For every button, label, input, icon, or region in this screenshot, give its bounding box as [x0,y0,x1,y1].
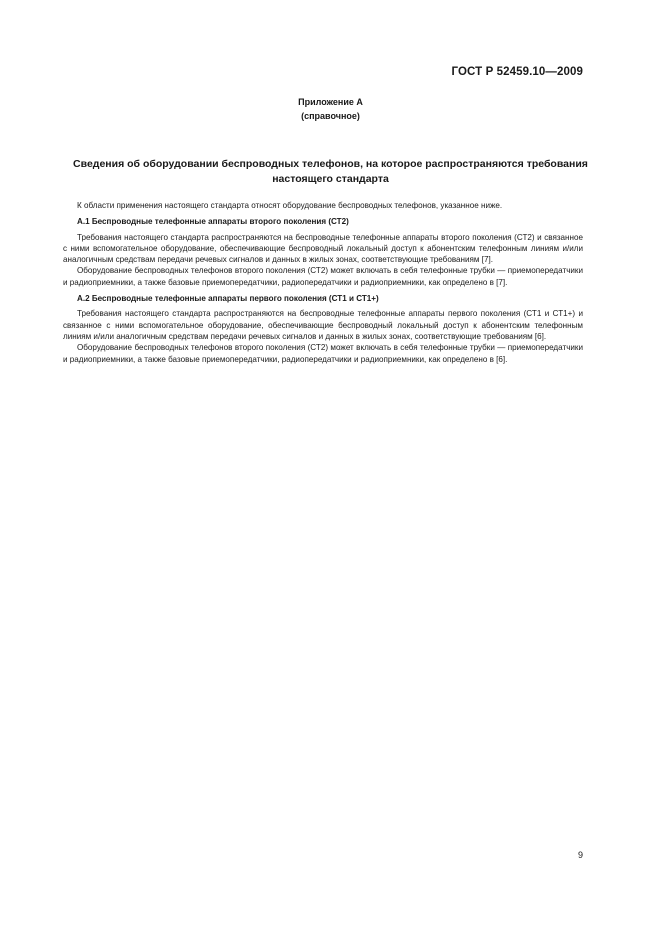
section-a2 [63,293,583,365]
annex-heading [0,95,661,123]
page-number: 9 [577,850,583,860]
section-paragraph: Оборудование беспроводных телефонов второго поколения (СТ2) может включать в себя телефонные трубки — приемопередатчики и радиоприемники, а также базовые приемопередатчики, радиопередатчики и радиоприемники, как определено в [6]. [63,343,583,364]
annex-type: (справочное) [301,111,360,121]
section-paragraph: Оборудование беспроводных телефонов второго поколения (СТ2) может включать в себя телефонные трубки — приемопередатчики и радиоприемники, а также базовые приемопередатчики, радиопередатчики и радиоприемники, как определено в [7]. [63,266,583,287]
annex-body [63,200,583,365]
annex-label: Приложение А [298,97,363,107]
intro-paragraph: К области применения настоящего стандарта относят оборудование беспроводных телефонов, указанное ниже. [77,201,503,210]
annex-title: Сведения об оборудовании беспроводных телефонов, на которое распространяются требования настоящего стандарта [73,158,588,185]
section-heading: А.2 Беспроводные телефонные аппараты первого поколения (СТ1 и СТ1+) [77,294,379,304]
section-paragraph: Требования настоящего стандарта распространяются на беспроводные телефонные аппараты второго поколения (СТ2) и связанное с ними вспомогательное оборудование, обеспечивающие беспроводный локальный доступ к абонентским телефонным линиям и/или аналогичным средствам передачи речевых сигналов и данных в жилых зонах, соответствующие требованиям [7]. [63,232,583,265]
standard-id-header: ГОСТ Р 52459.10—2009 [451,66,583,78]
section-paragraph: Требования настоящего стандарта распространяются на беспроводные телефонные аппараты первого поколения (СТ1 и СТ1+) и связанное с ними вспомогательное оборудование, обеспечивающие беспроводный локальный доступ к абонентским телефонным линиям и/или аналогичным средствам передачи речевых сигналов и данных в жилых зонах, соответствующие требованиям [6]. [63,309,583,341]
section-heading: А.1 Беспроводные телефонные аппараты второго поколения (СТ2) [77,217,349,227]
section-a1 [63,216,583,288]
